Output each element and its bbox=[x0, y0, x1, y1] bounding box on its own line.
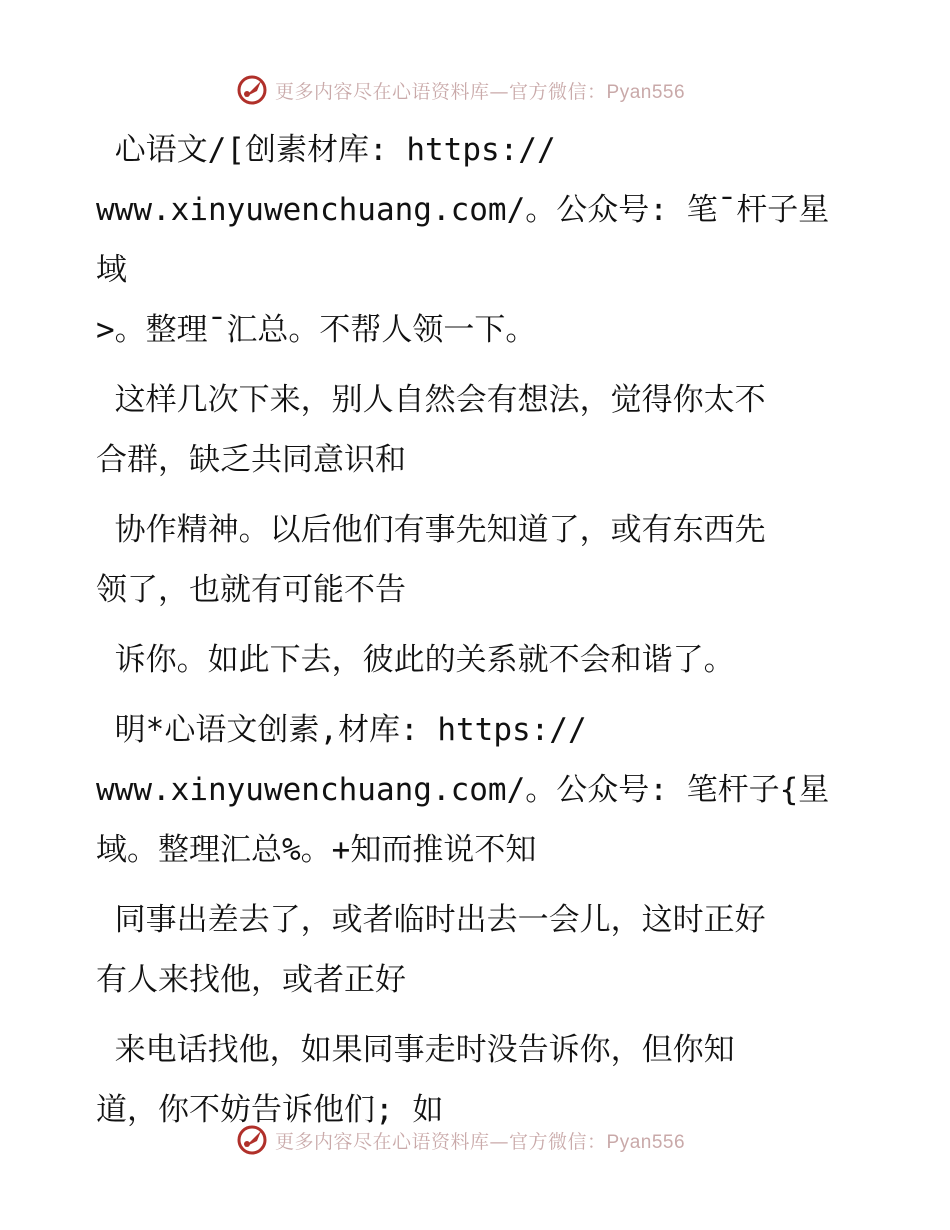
paragraph-1: 心语文/[创素材库: https:// www.xinyuwenchuang.com/。公众号: 笔¯杆子星域 >。整理¯汇总。不帮人领一下。 bbox=[96, 132, 830, 348]
paragraph-5: 明*心语文创素,材库: https:// www.xinyuwenchuang.com/。公众号: 笔杆子{星 域。整理汇总%。+知而推说不知 bbox=[96, 712, 830, 868]
header-banner bbox=[235, 70, 735, 110]
header-banner-text bbox=[275, 77, 685, 104]
paragraph-7: 来电话找他，如果同事走时没告诉你，但你知 道，你不妨告诉他们; 如 bbox=[96, 1032, 735, 1128]
footer-banner-text bbox=[275, 1127, 685, 1154]
paragraph-6: 同事出差去了，或者临时出去一会儿，这时正好 有人来找他，或者正好 bbox=[96, 902, 766, 998]
quill-logo-icon bbox=[235, 73, 269, 107]
header-banner-dash: — bbox=[489, 80, 510, 103]
footer-banner-main: 更多内容尽在心语资料库 bbox=[275, 1130, 490, 1153]
footer-banner-dash: — bbox=[489, 1130, 510, 1153]
paragraph-2: 这样几次下来，别人自然会有想法，觉得你太不 合群，缺乏共同意识和 bbox=[96, 382, 766, 478]
quill-logo-icon bbox=[235, 1123, 269, 1157]
footer-banner bbox=[235, 1120, 735, 1160]
footer-banner-tail: 官方微信：Pyan556 bbox=[509, 1131, 686, 1153]
paragraph-3: 协作精神。以后他们有事先知道了，或有东西先 领了，也就有可能不告 bbox=[96, 512, 766, 608]
paragraph-4: 诉你。如此下去，彼此的关系就不会和谐了。 bbox=[96, 642, 735, 678]
header-banner-main: 更多内容尽在心语资料库 bbox=[275, 80, 490, 103]
header-banner-tail: 官方微信：Pyan556 bbox=[509, 81, 686, 103]
document-body bbox=[96, 120, 856, 1150]
